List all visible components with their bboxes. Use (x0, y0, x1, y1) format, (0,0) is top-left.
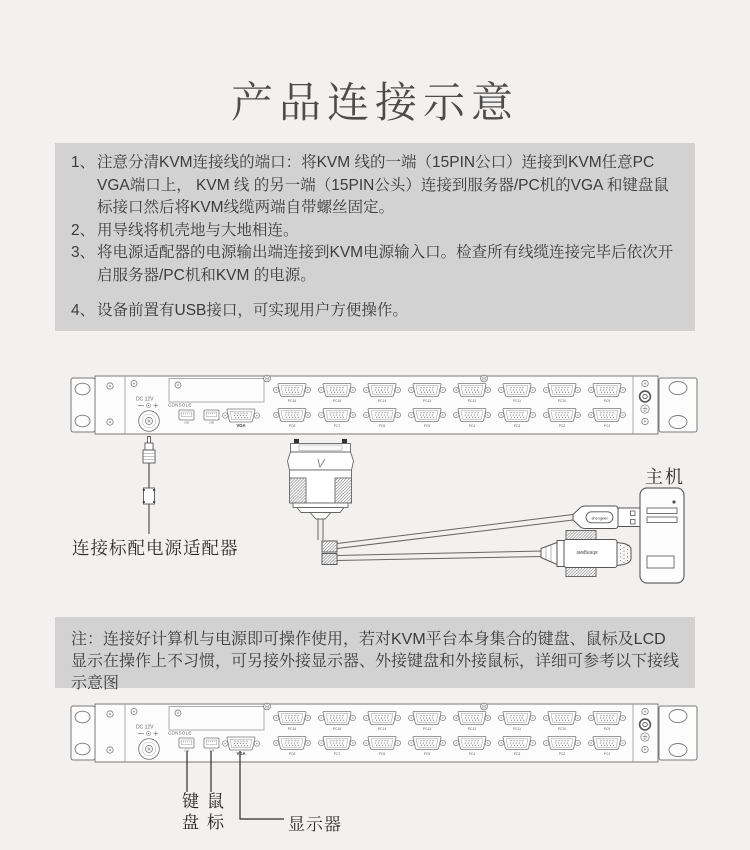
usb-connector-icon (573, 506, 640, 529)
ground-post-icon (640, 719, 651, 730)
kvm-cable (285, 437, 665, 595)
console-label: CONSOLE (168, 402, 192, 408)
svg-text:PC8: PC8 (288, 752, 296, 757)
ground-symbol-icon (641, 733, 649, 741)
svg-text:PC2: PC2 (558, 424, 566, 429)
screw-icon (481, 375, 488, 382)
item-text: 设备前置有USB接口，可实现用户方便操作。 (97, 302, 408, 319)
vga-connector-icon (541, 531, 631, 577)
svg-text:PC5: PC5 (423, 752, 431, 757)
host-tower (638, 487, 688, 585)
instruction-item-2 (71, 220, 679, 243)
svg-text:PC13: PC13 (422, 727, 432, 732)
svg-text:PC15: PC15 (332, 399, 342, 404)
instruction-item-4 (71, 300, 679, 323)
screw-icon (642, 380, 648, 386)
mount-bracket-right (659, 706, 697, 760)
svg-text:PC9: PC9 (603, 399, 611, 404)
drive-bay (647, 517, 677, 523)
cable-wire (337, 515, 573, 544)
svg-text:PC15: PC15 (332, 727, 342, 732)
screw-icon (481, 703, 488, 710)
svg-text:PC7: PC7 (333, 424, 341, 429)
svg-text:PC14: PC14 (377, 727, 387, 732)
svg-text:PC12: PC12 (467, 399, 477, 404)
dc-plug-barrel (145, 443, 153, 450)
svg-text:PC3: PC3 (513, 752, 521, 757)
mount-bracket-left (71, 378, 95, 432)
svg-text:PC7: PC7 (333, 752, 341, 757)
tower-case (640, 488, 684, 583)
svg-text:PC1: PC1 (603, 424, 611, 429)
grip-right (335, 478, 352, 503)
cable-wire (337, 520, 573, 549)
ferrite-bead (322, 554, 337, 565)
instructions-box (55, 143, 695, 331)
svg-text:PC2: PC2 (558, 752, 566, 757)
svg-text:PC11: PC11 (512, 399, 522, 404)
item-text: 将电源适配器的电源输出端连接到KVM电源输入口。检查所有线缆连接完毕后依次开启服务器/PC机和KVM 的电源。 (97, 244, 674, 284)
svg-text:PC5: PC5 (423, 424, 431, 429)
kvm-rack-rear-panel-top (70, 375, 698, 435)
svg-text:USB: USB (208, 421, 215, 425)
screw-icon (642, 708, 648, 714)
note-text: 注：连接好计算机与电源即可操作使用，若对KVM平台本身集合的键盘、鼠标及LCD显示在操作上不习惯，可另接外接显示器、外接键盘和外接鼠标，详细可参考以下接线示意图 (71, 631, 680, 692)
svg-text:PC12: PC12 (467, 727, 477, 732)
host-label: 主机 (645, 467, 685, 487)
mount-bracket-right (659, 378, 697, 432)
screw-icon (264, 703, 271, 710)
screw-icon (107, 383, 113, 389)
svg-text:PC1: PC1 (603, 752, 611, 757)
svg-text:PC3: PC3 (513, 424, 521, 429)
keyboard-label: 键盘 (179, 792, 198, 834)
page-title: 产品连接示意 (230, 79, 519, 126)
svg-text:USB: USB (208, 749, 215, 753)
grip-left (290, 478, 307, 503)
item-marker: 4、 (71, 302, 96, 319)
svg-text:PC6: PC6 (378, 424, 386, 429)
drive-bay (647, 508, 677, 514)
dc-label: DC 12V (136, 724, 154, 731)
item-marker: 2、 (71, 221, 96, 239)
svg-text:VGA: VGA (236, 750, 246, 756)
brand-label: shengwei (591, 516, 608, 521)
instruction-item-3 (71, 242, 679, 287)
svg-text:PC4: PC4 (468, 752, 476, 757)
blank-plate (169, 707, 264, 731)
cable-wire (337, 551, 543, 556)
svg-text:PC16: PC16 (287, 727, 297, 732)
item-text: 用导线将机壳地与大地相连。 (97, 221, 299, 239)
item-marker: 3、 (71, 244, 96, 261)
svg-text:USB: USB (183, 749, 190, 753)
mouse-label: 鼠标 (204, 792, 223, 834)
item-text: 注意分清KVM连接线的端口：将KVM 线的一端（15PIN公口）连接到KVM任意PC VGA端口上， KVM 线 的另一端（15PIN公头）连接到服务器/PC机的VGA 和键盘鼠标接口然后将KVM线缆两端自带螺丝固定。 (97, 154, 669, 216)
power-led-icon (672, 500, 675, 503)
screw-icon (175, 710, 181, 716)
power-adapter-label: 连接标配电源适配器 (72, 538, 239, 558)
svg-text:PC4: PC4 (468, 424, 476, 429)
cable-logo: V (316, 456, 325, 471)
svg-text:PC10: PC10 (557, 727, 567, 732)
screw-icon (131, 709, 137, 715)
instruction-item-1 (71, 152, 679, 220)
screw-icon (131, 381, 137, 387)
monitor-label: 显示器 (288, 815, 342, 834)
io-panel (647, 556, 674, 568)
svg-text:PC14: PC14 (377, 399, 387, 404)
dc-plug-pin (148, 437, 151, 444)
power-adapter-cable (134, 436, 166, 536)
dc-label: DC 12V (136, 396, 154, 403)
screw-icon (642, 746, 648, 752)
svg-text:PC10: PC10 (557, 399, 567, 404)
svg-text:PC6: PC6 (378, 752, 386, 757)
screw-icon (264, 375, 271, 382)
cable-wire (337, 557, 543, 561)
ground-symbol-icon (641, 405, 649, 413)
ground-post-icon (640, 391, 651, 402)
svg-text:PC9: PC9 (603, 727, 611, 732)
svg-text:USB: USB (183, 421, 190, 425)
screw-icon (175, 382, 181, 388)
svg-text:PC8: PC8 (288, 424, 296, 429)
kvm-cable-vga-male-top (288, 439, 354, 519)
svg-text:PC11: PC11 (512, 727, 522, 732)
blank-plate (169, 379, 264, 403)
brand-label: shengwei (576, 549, 598, 555)
svg-text:PC16: PC16 (287, 399, 297, 404)
dc-jack-icon (139, 411, 160, 432)
screw-icon (107, 711, 113, 717)
item-marker: 1、 (71, 154, 96, 171)
note-box (55, 617, 695, 692)
console-label: CONSOLE (168, 730, 192, 736)
screw-icon (107, 419, 113, 425)
svg-text:PC13: PC13 (422, 399, 432, 404)
ferrite-bead (144, 488, 155, 504)
screw-icon (642, 418, 648, 424)
ferrite-bead (322, 541, 337, 552)
svg-text:VGA: VGA (236, 422, 246, 428)
